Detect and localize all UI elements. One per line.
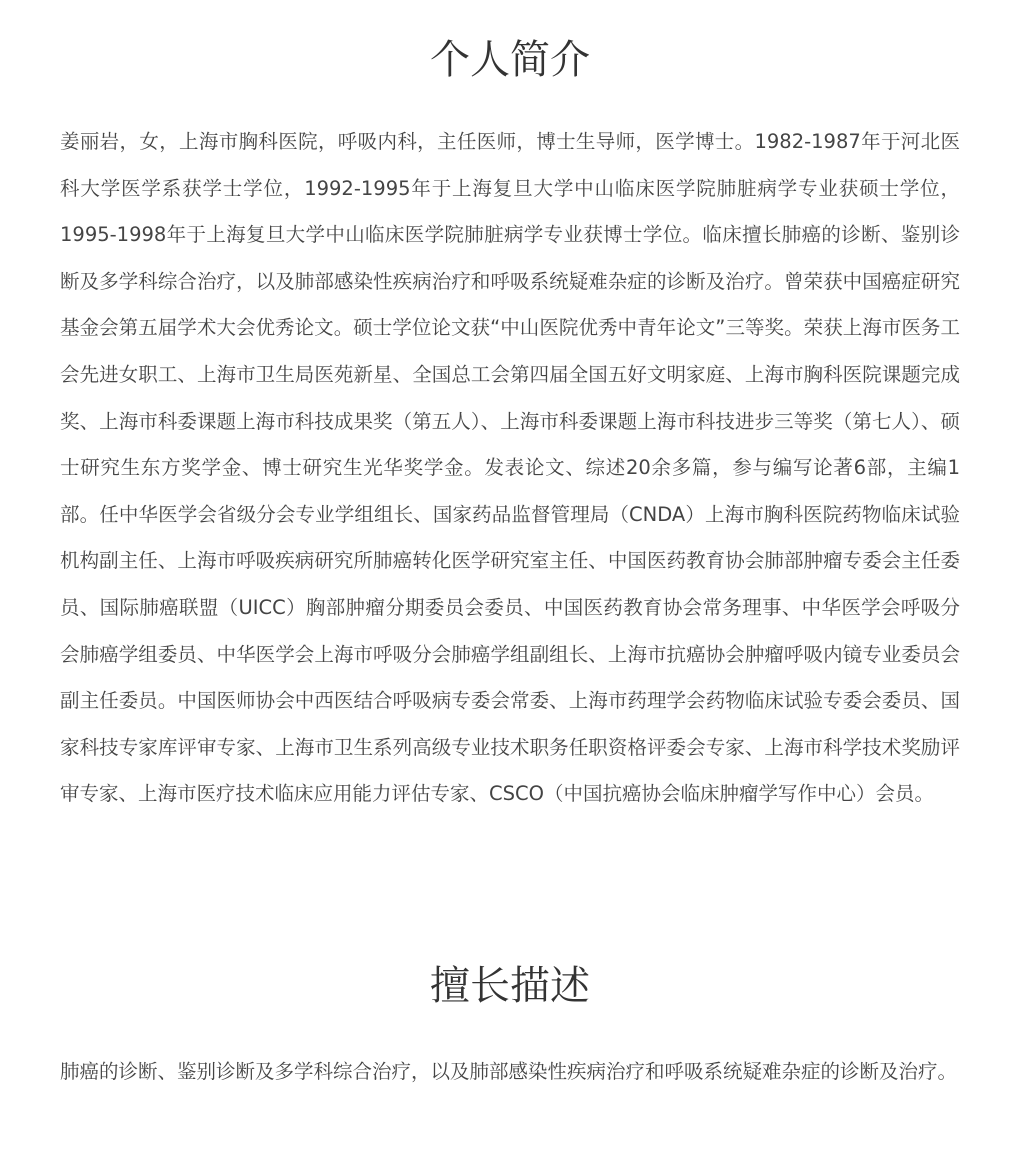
expertise-section	[60, 960, 960, 1096]
expertise-body: 肺癌的诊断、鉴别诊断及多学科综合治疗，以及肺部感染性疾病治疗和呼吸系统疑难杂症的诊断及治疗。	[60, 1060, 958, 1083]
profile-section	[60, 34, 960, 818]
profile-body: 姜丽岩，女，上海市胸科医院，呼吸内科，主任医师，博士生导师，医学博士。1982-1987年于河北医科大学医学系获学士学位，1992-1995年于上海复旦大学中山临床医学院肺脏病学专业获硕士学位，1995-1998年于上海复旦大学中山临床医学院肺脏病学专业获博士学位。临床擅长肺癌的诊断、鉴别诊断及多学科综合治疗，以及肺部感染性疾病治疗和呼吸系统疑难杂症的诊断及治疗。曾荣获中国癌症研究基金会第五届学术大会优秀论文。硕士学位论文获“中山医院优秀中青年论文”三等奖。荣获上海市医务工会先进女职工、上海市卫生局医苑新星、全国总工会第四届全国五好文明家庭、上海市胸科医院课题完成奖、上海市科委课题上海市科技成果奖（第五人）、上海市科委课题上海市科技进步三等奖（第七人）、硕士研究生东方奖学金、博士研究生光华奖学金。发表论文、综述20余多篇，参与编写论著6部，主编1部。任中华医学会省级分会专业学组组长、国家药品监督管理局（CNDA）上海市胸科医院药物临床试验机构副主任、上海市呼吸疾病研究所肺癌转化医学研究室主任、中国医药教育协会肺部肿瘤专委会主任委员、国际肺癌联盟（UICC）胸部肿瘤分期委员会委员、中国医药教育协会常务理事、中华医学会呼吸分会肺癌学组委员、中华医学会上海市呼吸分会肺癌学组副组长、上海市抗癌协会肿瘤呼吸内镜专业委员会副主任委员。中国医师协会中西医结合呼吸病专委会常委、上海市药理学会药物临床试验专委会委员、国家科技专家库评审专家、上海市卫生系列高级专业技术职务任职资格评委会专家、上海市科学技术奖励评审专家、上海市医疗技术临床应用能力评估专家、CSCO（中国抗癌协会临床肿瘤学写作中心）会员。	[60, 130, 960, 806]
profile-title: 个人简介	[430, 37, 590, 83]
expertise-title: 擅长描述	[430, 963, 590, 1009]
